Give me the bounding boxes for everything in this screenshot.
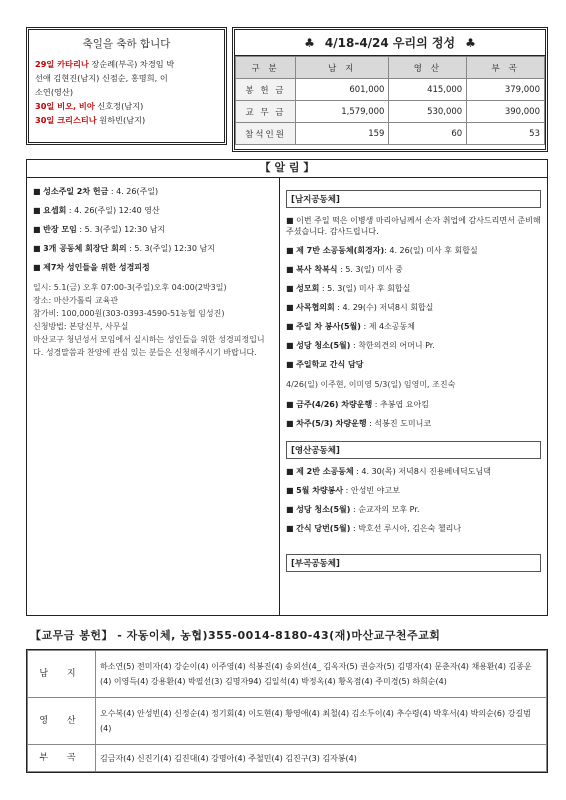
notice-item-text: : 5. 3(주일) 12:30 남지 [126,244,215,253]
offering-row [236,123,545,145]
notice-item [286,264,541,275]
donation-community: 부 곡 [28,745,96,772]
feast-day-names: 신호정(남지) [94,101,144,111]
donation-title: 【교무금 봉헌】 - 자동이체, 농협)355-0014-8180-43(재)마산교구천주교회 [30,629,441,642]
notice-item-title: 성당 청소(5월) [296,341,351,350]
notice-left-column [27,178,280,615]
offering-title-bar [235,30,545,56]
notice-title: 【 알 림 】 [27,160,547,178]
offering-header: 구 분 [236,57,296,79]
bullet-icon: ■ [33,187,44,196]
notice-item-title: 반장 모임 [43,225,77,234]
notice-detail: 참가비: 100,000원(303-0393-4590-51농협 임성진) [33,309,225,318]
offering-value: 159 [296,123,389,145]
notice-item [33,262,273,273]
notice-item-title: 5월 차량봉사 [296,486,344,495]
notice-item [33,205,273,216]
notice-detail: 마산교구 청년성서 모임에서 실시하는 성인들을 위한 성경피정입니다. 성경말씀과 찬양에 관심 있는 분들은 신청해주시기 바랍니다. [33,335,265,357]
notice-detail: 일시: 5.1(금) 오후 07:00-3(주일)오후 04:00(2박3일) [33,283,227,292]
feast-day-saint: 30일 크리스티나 [35,115,97,125]
offering-title: 4/18-4/24 우리의 정성 [324,36,456,50]
notice-board [26,159,548,616]
notice-item-title: 성소주일 2차 헌금 [43,187,109,196]
notice-item [286,399,541,410]
notice-item-text: : 석봉진 도미니코 [366,419,432,428]
feast-day-saint: 30일 비오, 비아 [35,101,95,111]
bullet-icon: ■ [286,400,297,409]
feast-day-line [35,113,218,127]
feast-day-line [35,85,218,99]
notice-item-text: : 5. 3(일) 미사 중 [337,265,403,274]
bullet-icon: ■ [286,246,297,255]
feast-day-saint: 29일 카타리나 [35,59,89,69]
notice-item-text: : 5. 3(주일) 12:30 남지 [76,225,166,234]
bullet-icon: ■ [286,360,297,369]
notice-item [33,224,273,235]
spacer [286,542,541,550]
donation-community: 영 산 [28,698,96,745]
notice-item-title: 3개 공동체 회장단 회의 [43,244,127,253]
feast-day-line [35,57,218,71]
notice-item [286,504,541,515]
notice-item [286,302,541,313]
feast-day-list [35,57,218,127]
notice-item-text: 이번 주일 떡은 이병생 마리아님께서 손자 취업에 감사드리면서 준비해 주셨습니다. 감사드립니다. [286,216,541,236]
offering-header: 영 산 [389,57,467,79]
notice-item-text: : 추봉엽 요아킴 [372,400,429,409]
offering-row [236,79,545,101]
notice-item [286,340,541,351]
feast-day-names: 소연(영산) [35,87,74,97]
donation-row [28,745,547,772]
notice-item-text: : 4. 26(일) 미사 후 회합실 [384,246,478,255]
bullet-icon: ■ [286,284,297,293]
offering-row [236,101,545,123]
donation-names: 김금자(4) 신진기(4) 김진대(4) 강명아(4) 주철민(4) 김진구(3) 김자봉(4) [96,745,547,772]
bullet-icon: ■ [286,303,297,312]
donation-row [28,651,547,698]
notice-item-text: : 4. 26(주일) [108,187,159,196]
notice-item-title: 주일학교 간식 담당 [296,360,364,369]
offering-value: 379,000 [467,79,545,101]
bullet-icon: ■ [286,265,297,274]
bullet-icon: ■ [33,206,44,215]
notice-item-title: 사목협의회 [296,303,335,312]
notice-item [33,243,273,254]
feast-day-line [35,71,218,85]
feast-day-names: 원하빈(남지) [96,115,146,125]
feast-day-box [26,27,227,145]
notice-item [33,186,273,197]
notice-item-title: 차주(5/3) 차량운행 [296,419,367,428]
feast-day-names: 장순례(부곡) 차경임 박 [88,59,175,69]
notice-item-text: : 안성빈 야고보 [343,486,400,495]
bullet-icon: ■ [286,419,297,428]
notice-item [286,485,541,496]
notice-item-title: 성모회 [296,284,320,293]
bullet-icon: ■ [286,341,297,350]
offering-header: 부 곡 [467,57,545,79]
club-icon: ♣ [465,35,476,50]
notice-detail: 장소: 마산가톨릭 교육관 [33,296,119,305]
notice-item-title: 요셉회 [43,206,67,215]
notice-item-text: : 5. 3(일) 미사 후 회합실 [319,284,411,293]
community-section-header: [영산공동체] [286,441,541,459]
notice-item-title: 금주(4/26) 차량운행 [296,400,373,409]
feast-day-title: 축일을 축하 합니다 [82,38,171,50]
offering-value: 60 [389,123,467,145]
notice-item-text: : 제 4소공동체 [360,322,415,331]
notice-item-text: : 박호선 루시아, 김은숙 첼리나 [350,524,462,533]
notice-item-title: 제 2반 소공동체 [296,467,354,476]
notice-item-title: 성당 청소(5월) [296,505,351,514]
bullet-icon: ■ [33,244,44,253]
donation-community: 남 지 [28,651,96,698]
offering-value: 390,000 [467,101,545,123]
offering-table [235,56,545,145]
offering-row-label: 봉 헌 금 [236,79,296,101]
offering-value: 601,000 [296,79,389,101]
notice-item-title: 간식 당번(5월) [296,524,351,533]
notice-item-title: 제 7반 소공동체(회경자) [296,246,385,255]
notice-item [286,418,541,429]
bullet-icon: ■ [286,505,297,514]
bullet-icon: ■ [286,467,297,476]
notice-detail: 신청방법: 본당신부, 사무실 [33,322,129,331]
notice-item [286,321,541,332]
bullet-icon: ■ [286,322,297,331]
offering-value: 530,000 [389,101,467,123]
feast-day-line [35,99,218,113]
bullet-icon: ■ [33,225,44,234]
donation-row [28,698,547,745]
notice-detail: 4/26(일) 이주현, 이미영 5/3(일) 임영미, 조진숙 [286,380,456,389]
notice-item-title: 복사 착복식 [296,265,338,274]
bullet-icon: ■ [33,263,44,272]
bullet-icon: ■ [286,524,297,533]
community-section-header: [부곡공동체] [286,554,541,572]
community-section-header: [남지공동체] [286,190,541,208]
notice-item [286,283,541,294]
notice-item [286,359,541,370]
donation-names: 하소연(5) 전미자(4) 강순이(4) 이주영(4) 석봉진(4) 송외선(4_ 김옥자(5) 권승자(5) 김명자(4) 문춘자(4) 채용환(4) 김종운(4) 이영득(4) 강용환(4) 박필선(3) 김명자94) 김일석(4) 박정옥(4) 황옥점(4) 주미경(5) 하희순(4) [96,651,547,698]
club-icon: ♣ [304,35,315,50]
bullet-icon: ■ [286,216,297,225]
notice-item [286,523,541,534]
notice-item-text: : 4. 29(수) 저녁8시 회합실 [334,303,434,312]
feast-day-names: 선애 김현진(남지) 신점순, 홍명희, 이 [35,73,168,83]
notice-item [286,215,541,237]
spacer [286,391,541,399]
donation-box [26,649,548,773]
offering-box [232,27,548,152]
bullet-icon: ■ [286,486,297,495]
offering-row-label: 교 무 금 [236,101,296,123]
notice-item-text: : 착한의견의 어머니 Pr. [350,341,435,350]
notice-item-text: : 4. 30(목) 저녁8시 진용베네딕도님댁 [353,467,491,476]
offering-value: 415,000 [389,79,467,101]
notice-item-title: 주일 차 봉사(5월) [296,322,361,331]
notice-item-text: : 순교자의 모후 Pr. [350,505,420,514]
notice-item [286,245,541,256]
offering-row-label: 참석인원 [236,123,296,145]
notice-item [286,466,541,477]
notice-right-column [280,178,547,615]
donation-names: 오수복(4) 안성빈(4) 신정순(4) 정기회(4) 이도현(4) 황영애(4) 최철(4) 김소두이(4) 추수령(4) 박후서(4) 박의순(6) 강길범(4) [96,698,547,745]
offering-header: 남 지 [296,57,389,79]
offering-value: 53 [467,123,545,145]
notice-item-title: 제7차 성인들을 위한 성경피정 [43,263,150,272]
offering-value: 1,579,000 [296,101,389,123]
donation-table [27,650,547,772]
notice-item-text: : 4. 26(주일) 12:40 영산 [66,206,160,215]
